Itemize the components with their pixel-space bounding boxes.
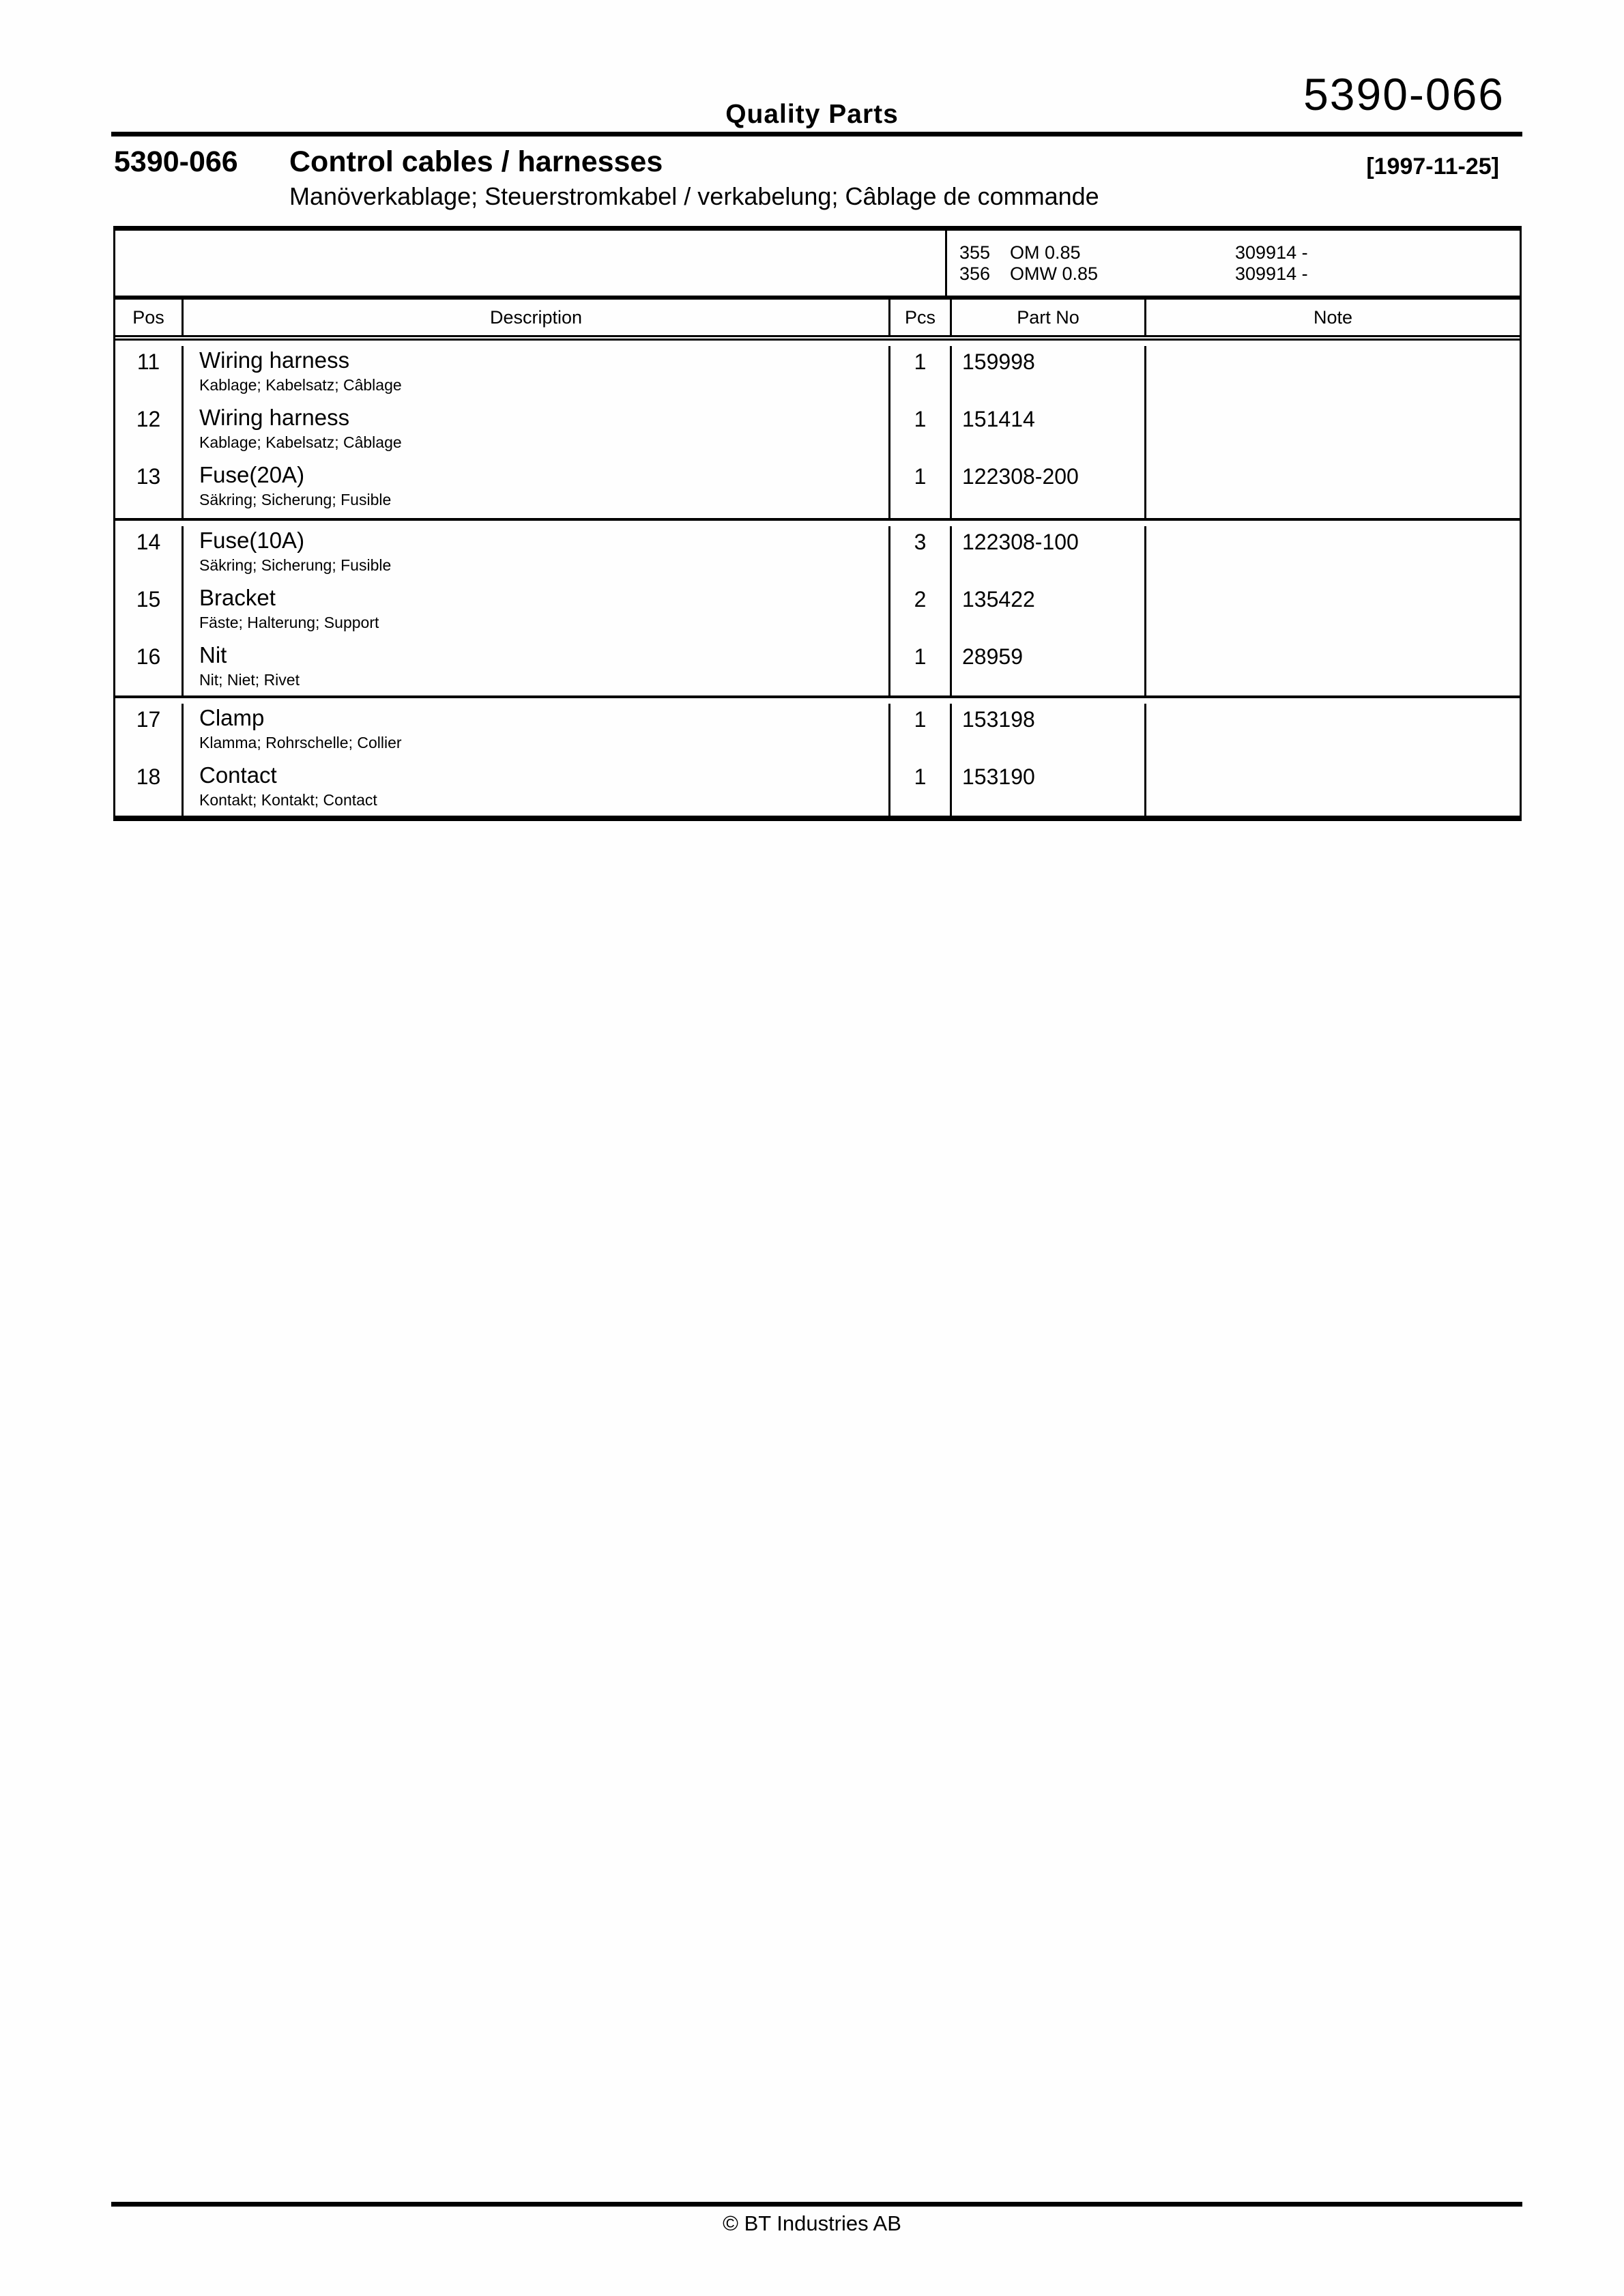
cell-pcs: 1	[890, 403, 952, 461]
cell-pos: 13	[115, 461, 184, 518]
part-translations: Kontakt; Kontakt; Contact	[199, 791, 377, 809]
cell-description	[184, 641, 890, 698]
cell-pos: 15	[115, 584, 184, 641]
part-description: Fuse(20A)	[199, 462, 305, 487]
model-code: 355	[959, 242, 991, 263]
revision-date: [1997-11-25]	[1366, 154, 1499, 180]
part-description: Contact	[199, 762, 277, 788]
row-group	[115, 341, 1520, 518]
cell-note	[1146, 704, 1520, 761]
table-row	[115, 704, 1520, 761]
model-info-section	[115, 231, 1520, 296]
cell-part-no: 135422	[952, 584, 1146, 641]
cell-note	[1146, 403, 1520, 461]
model-serial-range: 309914 -	[1235, 242, 1308, 263]
copyright-notice: © BT Industries AB	[723, 2211, 901, 2235]
cell-pcs: 1	[890, 461, 952, 518]
header-body-divider	[115, 335, 1520, 341]
column-header-part-no: Part No	[952, 300, 1146, 335]
cell-part-no: 153190	[952, 761, 1146, 818]
cell-pos: 18	[115, 761, 184, 818]
cell-description	[184, 761, 890, 818]
page-subtitle: Manöverkablage; Steuerstromkabel / verkabelung; Câblage de commande	[289, 182, 1099, 210]
row-group	[115, 518, 1520, 695]
table-row	[115, 346, 1520, 403]
cell-note	[1146, 346, 1520, 403]
section-number: 5390-066	[114, 145, 238, 178]
part-description: Wiring harness	[199, 405, 350, 430]
part-translations: Kablage; Kabelsatz; Câblage	[199, 376, 402, 394]
model-info-cell	[947, 231, 1520, 296]
table-row	[115, 526, 1520, 584]
column-header-pos: Pos	[115, 300, 184, 335]
part-description: Clamp	[199, 705, 265, 730]
column-header-description: Description	[184, 300, 890, 335]
table-header-row	[115, 300, 1520, 335]
part-translations: Klamma; Rohrschelle; Collier	[199, 734, 402, 751]
part-translations: Fäste; Halterung; Support	[199, 614, 379, 631]
cell-pos: 12	[115, 403, 184, 461]
table-row	[115, 461, 1520, 518]
cell-note	[1146, 461, 1520, 518]
cell-description	[184, 403, 890, 461]
model-code: 356	[959, 263, 991, 284]
part-translations: Säkring; Sicherung; Fusible	[199, 556, 392, 574]
row-group	[115, 695, 1520, 816]
table-row	[115, 761, 1520, 818]
part-description: Nit	[199, 642, 227, 668]
cell-pcs: 1	[890, 704, 952, 761]
cell-pos: 17	[115, 704, 184, 761]
part-translations: Säkring; Sicherung; Fusible	[199, 491, 392, 508]
cell-part-no: 122308-100	[952, 526, 1146, 584]
table-row	[115, 641, 1520, 698]
part-translations: Kablage; Kabelsatz; Câblage	[199, 433, 402, 451]
cell-part-no: 153198	[952, 704, 1146, 761]
model-info-empty-cell	[115, 231, 947, 296]
cell-pcs: 2	[890, 584, 952, 641]
cell-pcs: 1	[890, 641, 952, 698]
model-serial-range: 309914 -	[1235, 263, 1308, 284]
cell-description	[184, 704, 890, 761]
model-name: OMW 0.85	[1010, 263, 1099, 284]
table-row	[115, 584, 1520, 641]
table-row	[115, 403, 1520, 461]
cell-part-no: 122308-200	[952, 461, 1146, 518]
model-row	[959, 242, 1520, 263]
cell-note	[1146, 526, 1520, 584]
cell-part-no: 28959	[952, 641, 1146, 698]
cell-description	[184, 461, 890, 518]
page-title: Control cables / harnesses	[289, 145, 663, 178]
cell-pos: 11	[115, 346, 184, 403]
cell-pcs: 3	[890, 526, 952, 584]
cell-description	[184, 526, 890, 584]
model-row	[959, 263, 1520, 285]
doc-number-header: 5390-066	[1303, 69, 1505, 119]
cell-pos: 14	[115, 526, 184, 584]
cell-description	[184, 584, 890, 641]
column-header-note: Note	[1313, 306, 1353, 328]
part-description: Fuse(10A)	[199, 528, 305, 553]
cell-pcs: 1	[890, 346, 952, 403]
cell-note	[1146, 641, 1520, 698]
model-name: OM 0.85	[1010, 242, 1081, 263]
cell-note	[1146, 584, 1520, 641]
part-description: Wiring harness	[199, 347, 350, 373]
brand-title: Quality Parts	[725, 100, 899, 129]
header-divider	[111, 132, 1522, 137]
part-description: Bracket	[199, 585, 276, 610]
column-header-pcs: Pcs	[890, 300, 952, 335]
parts-table	[113, 226, 1522, 821]
cell-description	[184, 346, 890, 403]
cell-pos: 16	[115, 641, 184, 698]
footer-divider	[111, 2202, 1522, 2207]
cell-note	[1146, 761, 1520, 818]
cell-part-no: 159998	[952, 346, 1146, 403]
part-translations: Nit; Niet; Rivet	[199, 671, 300, 689]
cell-part-no: 151414	[952, 403, 1146, 461]
cell-pcs: 1	[890, 761, 952, 818]
